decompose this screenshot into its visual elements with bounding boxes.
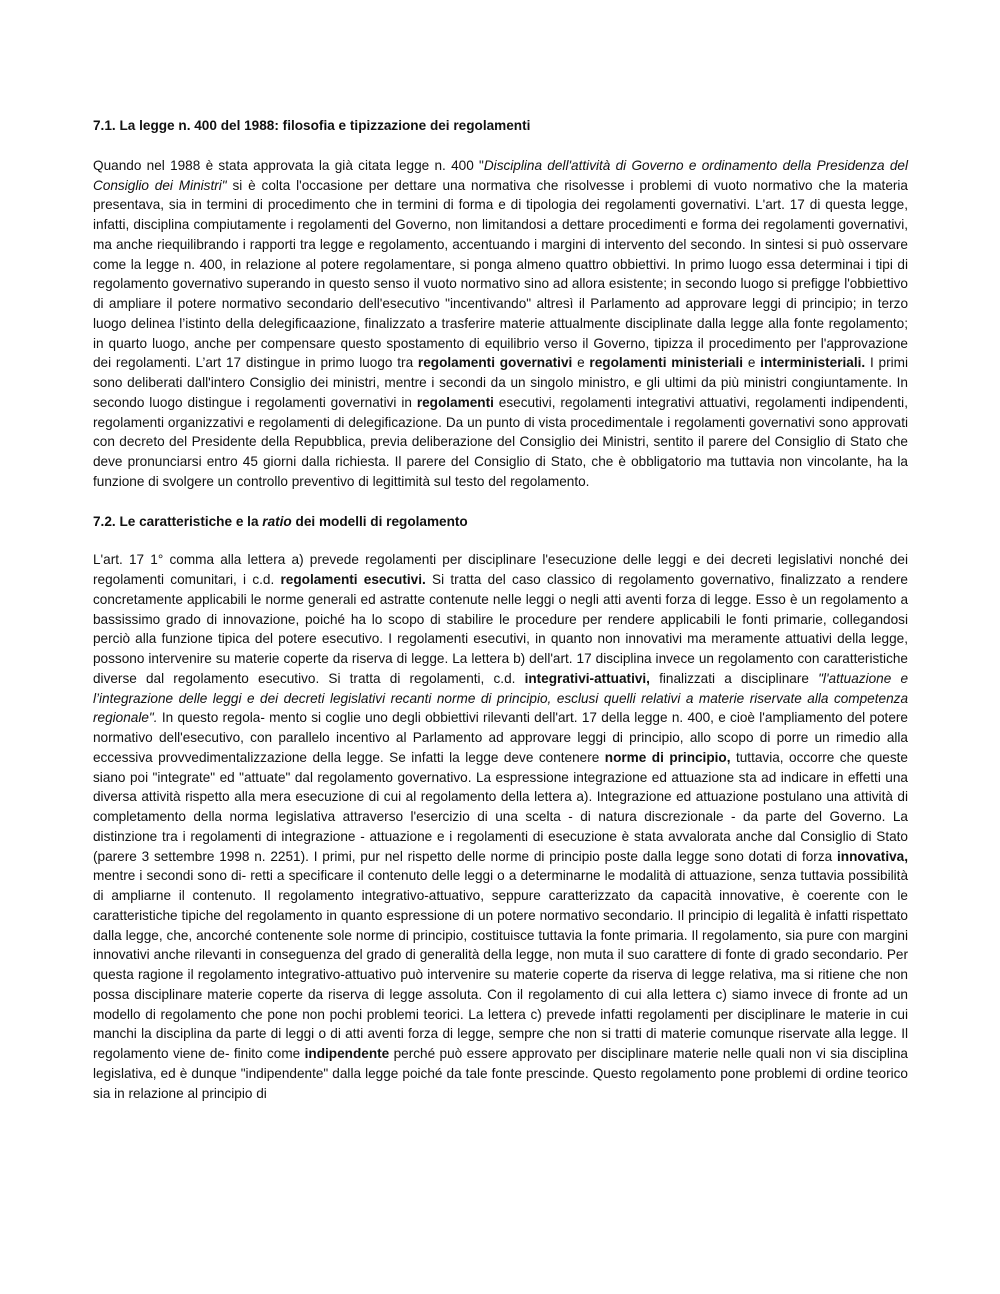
bold-term: innovativa, bbox=[836, 848, 908, 864]
bold-term: integrativi-attuativi, bbox=[524, 670, 650, 686]
text-run: e bbox=[743, 355, 761, 371]
text-run: Le caratteristiche e la bbox=[119, 513, 263, 529]
text-run: finalizzati a disciplinare bbox=[649, 670, 819, 686]
italic-text: "l'attuazione e l’integrazione delle leggi e dei decreti legislativi recanti norme di principio, esclusi quelli relativi a materie riservate alla competenza regionale". bbox=[93, 670, 909, 726]
text-run: perché può essere approvato per disciplinare materie nelle quali non vi sia disciplina legislativa, ed è dunque "indipendente" dalla legge poiché da tale fonte prescinde. Questo regolamento pone problemi di ordine teorico sia in relazione al principio di bbox=[93, 1046, 908, 1101]
text-run: si è colta l'occasione per dettare una normativa che risolvesse i problemi di vuoto normativo che la materia presentava, sia in termini di procedimento che in termini di forma e di tipologia dei regolamenti governativi. L'art. 17 di questa legge, infatti, disciplina compiutamente i regolamenti del Governo, non limitandosi a dettare procedimenti e forma dei regolamenti governativi, ma anche riequilibrando i rapporti tra legge e regolamento, accentuando i margini di intervento del secondo. In sintesi si può osservare come la legge n. 400, in relazione al potere regolamentare, si ponga almeno quattro obbiettivi. In primo luogo essa determinai i tipi di regolamento governativo superando in questo senso il vuoto normativo sino ad allora esistente; in secondo luogo si prefigge l'obbiettivo di ampliare il potere normativo secondario dell'esecutivo "incentivando" altresì il Parlamento ad approvare leggi di principio; in terzo luogo delinea l’istinto della delegificaazione, finalizzato a trasferire materie attualmente disciplinate dalla legge alla fonte regolamento; in quarto luogo, anche per compensare questo spostamento di equilibrio verso il Governo, tipizza il procedimento per l'approvazione dei regolamenti. L’art 17 distingue in primo luogo tra bbox=[93, 177, 908, 371]
italic-text: ratio bbox=[262, 513, 292, 529]
section-7-1-paragraph bbox=[93, 156, 908, 492]
bold-term: regolamenti bbox=[416, 394, 494, 410]
text-run: Quando nel 1988 è stata approvata la già citata legge n. 400 " bbox=[93, 157, 484, 173]
text-run: Si tratta del caso classico di regolamento governativo, finalizzato a rendere concretamente applicabili le norme generali ed astratte contenute nelle leggi o negli atti aventi forza di legge. Esso è un regolamento a bassissimo grado di innovazione, poiché ha lo scopo di stabilire le procedure per rendere applicabili le fonti primarie, collegandosi perciò alla funzione tipica del potere esecutivo. I regolamenti esecutivi, in quanto non innovativi ma meramente attuativi della legge, possono intervenire su materie coperte da riserva di legge. La lettera b) dell'art. 17 disciplina invece un regolamento con caratteristiche diverse dal regolamento esecutivo. Si tratta di regolamenti, c.d. bbox=[93, 572, 908, 686]
section-number: 7.1. bbox=[93, 118, 116, 133]
bold-term: regolamenti esecutivi. bbox=[280, 572, 426, 587]
bold-term: interministeriali. bbox=[760, 355, 866, 371]
section-title: La legge n. 400 del 1988: filosofia e tipizzazione dei regolamenti bbox=[119, 118, 531, 133]
text-run: L'art. 17 1° comma alla lettera a) prevede regolamenti per disciplinare l'esecuzione delle leggi e dei decreti legislativi nonché dei regolamenti comunitari, i c.d. bbox=[93, 552, 908, 587]
bold-term: regolamenti ministeriali bbox=[589, 355, 744, 371]
text-run: tuttavia, occorre che queste siano poi "integrate" ed "attuate" dal regolamento governativo. La espressione integrazione ed attuazione sta ad indicare in effetti una diversa attività rispetto alla mera esecuzione di cui al regolamento della lettera a). Integrazione ed attuazione postulano una attività di completamento della norma legislativa attraverso l'esercizio di una scelta - di natura discrezionale - da parte del Governo. La distinzione tra i regolamenti di integrazione - attuazione e i regolamenti di esecuzione è stata avvalorata anche dal Consiglio di Stato (parere 3 settembre 1998 n. 2251). I primi, pur nel rispetto delle norme di principio poste dalla legge sono dotati di forza bbox=[93, 749, 908, 864]
section-heading-7-2 bbox=[93, 512, 908, 532]
text-run: dei modelli di regolamento bbox=[291, 513, 468, 529]
text-run: esecutivi, regolamenti integrativi attuativi, regolamenti indipendenti, regolamenti organizzativi e regolamenti di delegificazione. Da un punto di vista procedimentale i regolamenti governativi sono approvati con decreto del Presidente della Repubblica, previa deliberazione del Consiglio dei Ministri, sentito il parere del Consiglio di Stato che deve pronunciarsi entro 45 giorni dalla richiesta. Il parere del Consiglio di Stato, che è obbligatorio ma tuttavia non vincolante, ha la funzione di svolgere un controllo preventivo di legittimità sul testo del regolamento. bbox=[93, 394, 908, 489]
section-7-2-paragraph bbox=[93, 550, 908, 1103]
text-run: e bbox=[572, 355, 590, 371]
bold-term: indipendente bbox=[304, 1046, 390, 1061]
text-run: mentre i secondi sono di- retti a specificare il contenuto delle leggi o a determinarne le modalità di attuazione, senza tuttavia possibilità di ampliarne il contenuto. Il regolamento integrativo-attuativo, seppure caratterizzato da capacità innovative, è coerente con le caratteristiche tipiche del regolamento in quanto espressione di un potere normativo secondario. Il principio di legalità è infatti rispettato dalla legge, che, ancorché contenente sole norme di principio, costituisce tuttavia la fonte primaria. Il regolamento, sia pure con margini innovativi anche rilevanti in conseguenza del grado di generalità della legge, non muta il suo carattere di fonte di grado secondario. Per questa ragione il regolamento integrativo-attuativo può intervenire su materie coperte da riserva di legge relativa, ma si ritiene che non possa disciplinare materie coperte da riserva di legge assoluta. Con il regolamento di cui alla lettera c) siamo invece di fronte ad un modello di regolamento che pone non pochi problemi teorici. La lettera c) prevede infatti regolamenti per disciplinare le materie in cui manchi la disciplina da parte di leggi o di atti aventi forza di legge, sempre che non si tratti di materie comunque riservate alla legge. Il regolamento viene de- finito come bbox=[93, 868, 908, 1061]
text-run: In questo regola- mento si coglie uno degli obbiettivi rilevanti dell'art. 17 della legge n. 400, e cioè l'ampliamento del potere normativo dell'esecutivo, con parallelo incentivo al Parlamento ad approvare leggi di principio, allo scopo di porre un rimedio alla eccessiva provvedimentalizzazione della legge. Se infatti la legge deve contenere bbox=[93, 710, 908, 765]
italic-text: Disciplina dell'attività di Governo e ordinamento della Presidenza del Consiglio dei Ministri" bbox=[93, 157, 908, 193]
bold-term: norme di principio, bbox=[604, 749, 731, 765]
section-number: 7.2. bbox=[93, 513, 116, 529]
section-title bbox=[119, 514, 467, 529]
text-run: I primi sono deliberati dall'intero Consiglio dei ministri, mentre i secondi da un singolo ministro, e gli ultimi da più ministri congiuntamente. In secondo luogo distingue i regolamenti governativi in bbox=[93, 355, 908, 410]
bold-term: regolamenti governativi bbox=[417, 355, 573, 371]
section-heading-7-1 bbox=[93, 116, 908, 136]
